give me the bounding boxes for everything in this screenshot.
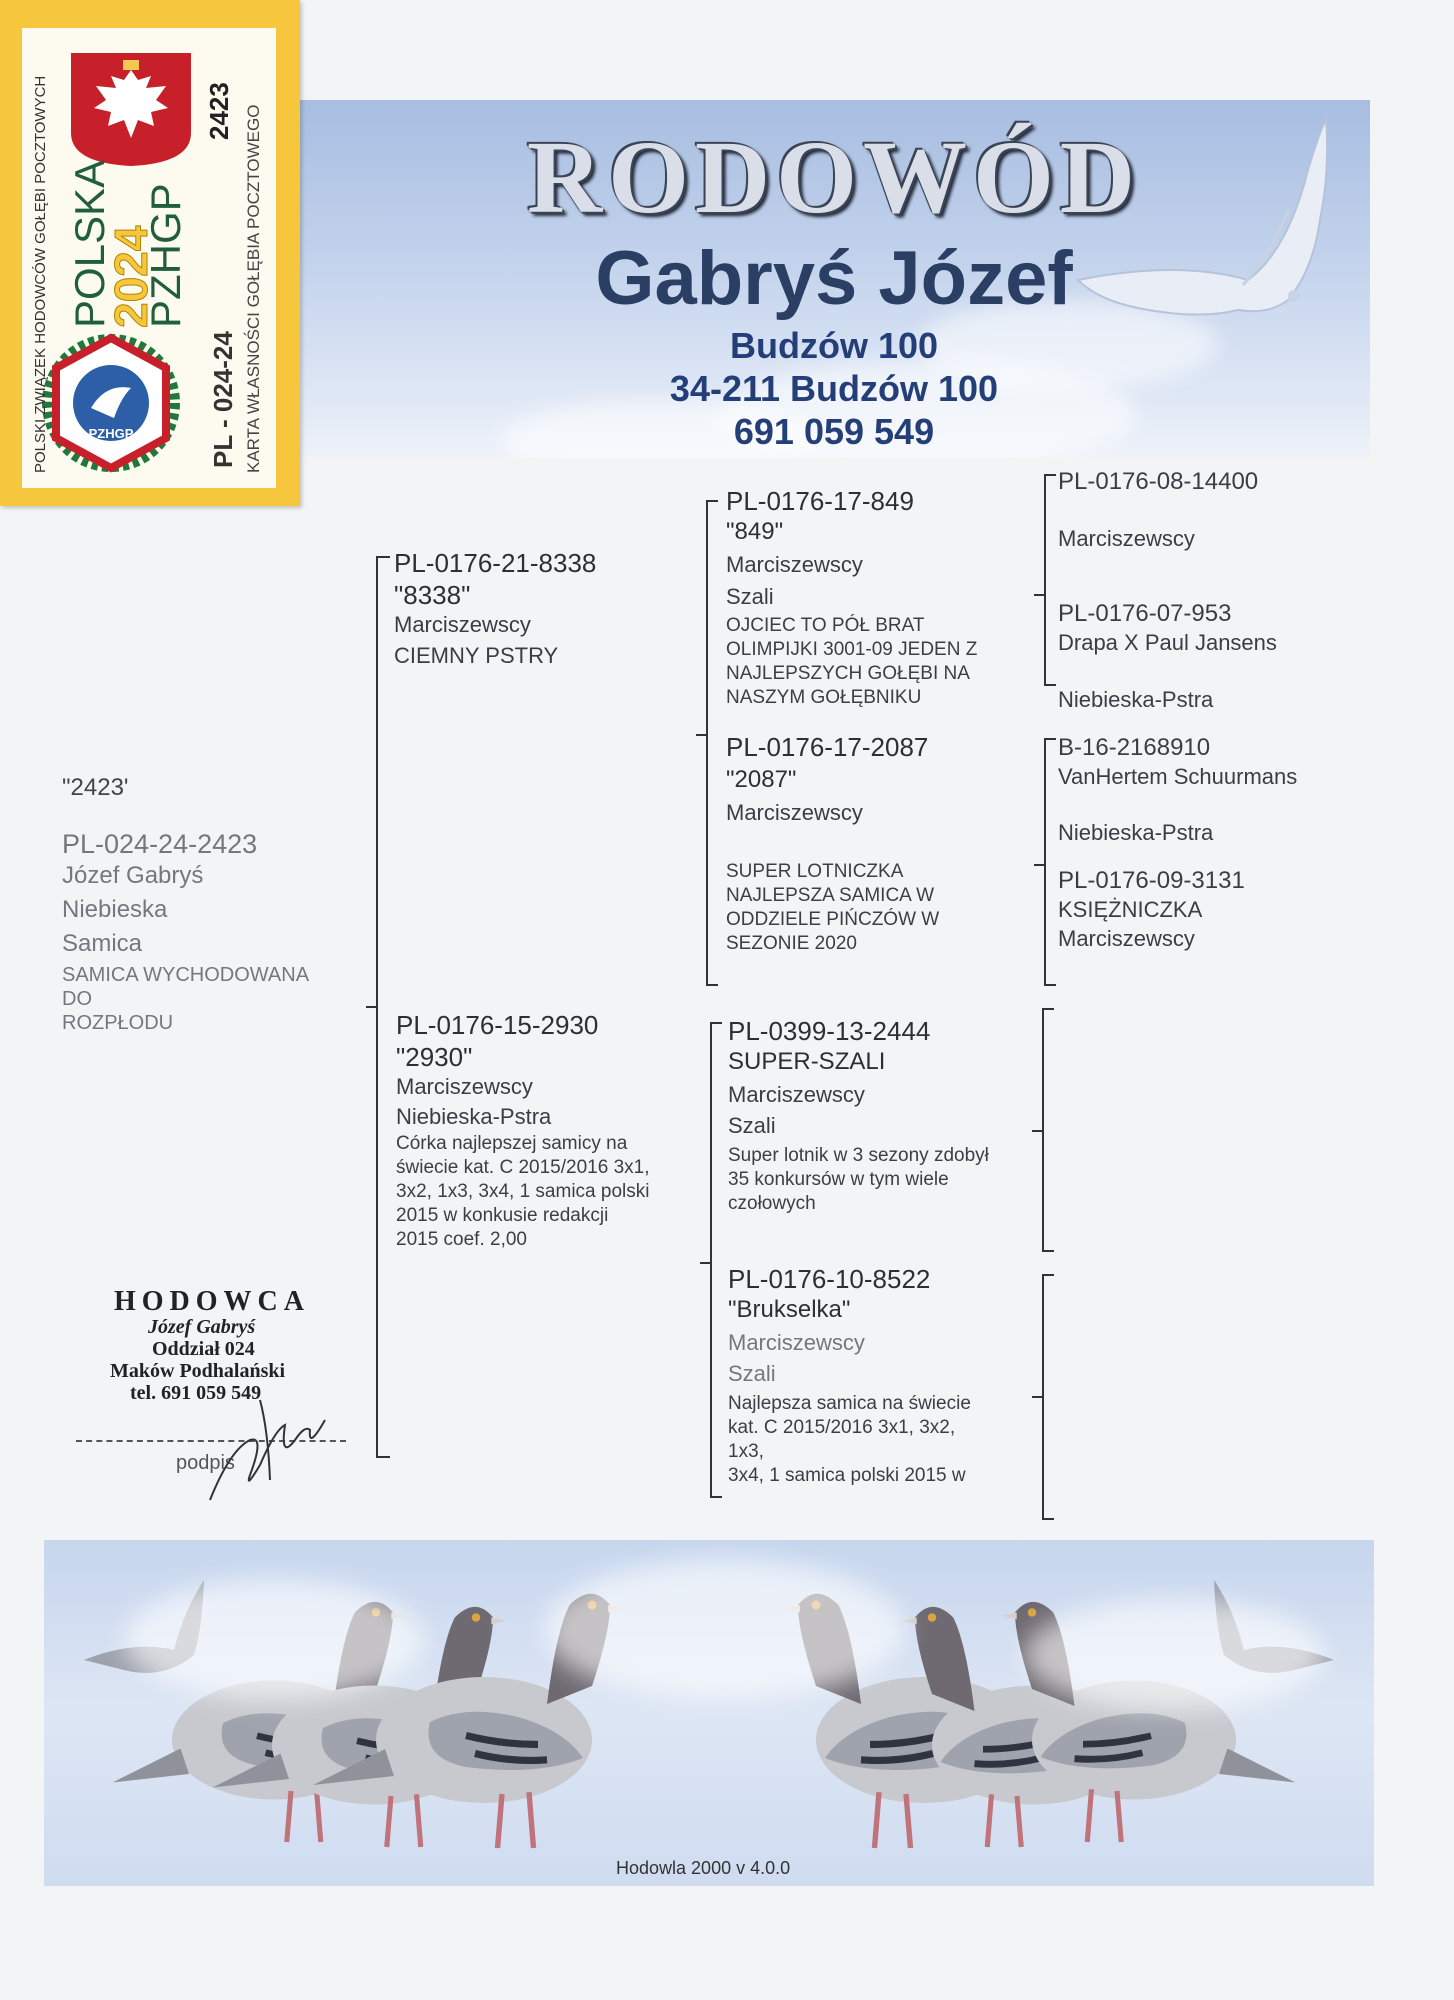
sticker-abbr: PZHGP	[142, 183, 189, 328]
dam-name: "2930"	[396, 1042, 473, 1072]
dam-ring: PL-0176-15-2930	[396, 1010, 599, 1040]
subject-note-1: SAMICA WYCHODOWANA	[62, 964, 310, 986]
signature-label: podpis	[176, 1452, 235, 1474]
subject-sex: Samica	[62, 930, 143, 957]
dam-owner: Marciszewscy	[396, 1074, 533, 1099]
gd1-ring: PL-0176-17-2087	[726, 732, 929, 762]
bracket-gen3-d	[1042, 1274, 1044, 1520]
gd2-note-1: Najlepsza samica na świecie	[728, 1393, 971, 1414]
gs1-note-3: NAJLEPSZYCH GOŁĘBI NA	[726, 663, 970, 684]
stamp-branch: Oddział 024	[152, 1338, 255, 1360]
logo-text: PZHGP	[88, 426, 134, 441]
ggp-a-ring: PL-0176-08-14400	[1058, 468, 1259, 495]
gs1-strain: Szali	[726, 584, 774, 609]
ggp-d-ring: PL-0176-09-3131	[1058, 867, 1245, 894]
dam-note-3: 3x2, 1x3, 3x4, 1 samica polski	[396, 1181, 650, 1202]
subject-color: Niebieska	[62, 896, 168, 923]
sticker-ring: PL - 024-24	[208, 331, 238, 468]
sire-ring: PL-0176-21-8338	[394, 548, 597, 578]
dam-note-1: Córka najlepszej samicy na	[396, 1133, 628, 1154]
gs2-note-3: czołowych	[728, 1193, 816, 1214]
gs2-note-1: Super lotnik w 3 sezony zdobył	[728, 1145, 989, 1166]
ggp-c-ring: B-16-2168910	[1058, 734, 1211, 761]
gd2-note-4: 3x4, 1 samica polski 2015 w	[728, 1465, 966, 1486]
ggp-b-ring: PL-0176-07-953	[1058, 600, 1232, 627]
gs1-owner: Marciszewscy	[726, 552, 863, 577]
ggp-b-owner: Drapa X Paul Jansens	[1058, 630, 1277, 655]
sticker-card-label: KARTA WŁASNOŚCI GOŁĘBIA POCZTOWEGO	[244, 104, 263, 473]
subject-owner: Józef Gabryś	[62, 862, 204, 889]
gs1-name: "849"	[726, 518, 784, 545]
gs2-note-2: 35 konkursów w tym wiele	[728, 1169, 949, 1190]
pzhgp-ownership-sticker	[0, 0, 300, 506]
bracket-gen3-a	[1044, 474, 1046, 686]
ggp-b-color: Niebieska-Pstra	[1058, 687, 1214, 712]
subject-ring: PL-024-24-2423	[62, 829, 258, 859]
sire-color: CIEMNY PSTRY	[394, 643, 559, 668]
sire-owner: Marciszewscy	[394, 612, 531, 637]
bracket-gen2-upper	[706, 500, 708, 986]
gd1-note-4: SEZONIE 2020	[726, 933, 857, 954]
subject-name: "2423'	[62, 774, 129, 801]
software-credit: Hodowla 2000 v 4.0.0	[616, 1858, 791, 1878]
gd1-owner: Marciszewscy	[726, 800, 863, 825]
stamp-name: Józef Gabryś	[148, 1316, 256, 1338]
stamp-phone: tel. 691 059 549	[130, 1382, 262, 1404]
gd2-note-2: kat. C 2015/2016 3x1, 3x2,	[728, 1417, 956, 1438]
gd2-note-3: 1x3,	[728, 1441, 764, 1462]
bracket-gen2-lower	[710, 1022, 712, 1498]
dam-color: Niebieska-Pstra	[396, 1104, 552, 1129]
gd2-ring: PL-0176-10-8522	[728, 1264, 931, 1294]
gs1-note-2: OLIMPIJKI 3001-09 JEDEN Z	[726, 639, 978, 660]
gd1-note-3: ODDZIELE PIŃCZÓW W	[726, 909, 940, 930]
pigeons-illustration	[44, 1540, 1374, 1886]
gs2-ring: PL-0399-13-2444	[728, 1016, 931, 1046]
address-line-2: 34-211 Budzów 100	[669, 368, 999, 409]
sticker-year: 2024	[105, 225, 157, 328]
sticker-number: 2423	[204, 82, 234, 140]
gd2-strain: Szali	[728, 1361, 776, 1386]
gs1-note-4: NASZYM GOŁĘBNIKU	[726, 687, 922, 708]
gs1-ring: PL-0176-17-849	[726, 486, 914, 516]
sire-name: "8338"	[394, 580, 471, 610]
gd2-name: "Brukselka"	[728, 1296, 851, 1323]
gd1-note-1: SUPER LOTNICZKA	[726, 861, 904, 882]
stamp-town: Maków Podhalański	[110, 1360, 286, 1382]
gs2-name: SUPER-SZALI	[728, 1048, 886, 1075]
pzhgp-logo-icon	[36, 328, 186, 478]
ggp-d-owner: Marciszewscy	[1058, 926, 1195, 951]
gd2-owner: Marciszewscy	[728, 1330, 865, 1355]
dam-note-4: 2015 w konkusie redakcji	[396, 1205, 609, 1226]
gd1-name: "2087"	[726, 766, 797, 793]
dam-note-2: świecie kat. C 2015/2016 3x1,	[396, 1157, 650, 1178]
gs2-owner: Marciszewscy	[728, 1082, 865, 1107]
phone-number: 691 059 549	[733, 411, 935, 452]
ggp-c-owner: VanHertem Schuurmans	[1058, 764, 1298, 789]
address-line-1: Budzów 100	[729, 325, 939, 366]
stamp-title: HODOWCA	[114, 1286, 310, 1317]
polish-eagle-emblem-icon	[66, 48, 196, 168]
pedigree-title: RODOWÓD	[527, 120, 1141, 235]
owner-name: Gabryś Józef	[595, 236, 1073, 321]
subject-note-2: DO	[62, 988, 92, 1010]
gs2-strain: Szali	[728, 1113, 776, 1138]
dam-note-5: 2015 coef. 2,00	[396, 1229, 527, 1250]
subject-note-3: ROZPŁODU	[62, 1012, 174, 1034]
bracket-gen3-b	[1044, 738, 1046, 986]
sticker-org-name: POLSKI ZWIĄZEK HODOWCÓW GOŁĘBI POCZTOWYCH	[32, 75, 49, 473]
bracket-gen1	[376, 556, 378, 1458]
bracket-gen3-c	[1042, 1008, 1044, 1252]
gs1-note-1: OJCIEC TO PÓŁ BRAT	[726, 615, 925, 636]
handwritten-signature	[190, 1380, 340, 1510]
ggp-d-name: KSIĘŻNICZKA	[1058, 897, 1203, 922]
sticker-country: POLSKA	[66, 159, 113, 328]
ggp-a-owner: Marciszewscy	[1058, 526, 1195, 551]
ggp-c-color: Niebieska-Pstra	[1058, 820, 1214, 845]
header-banner	[298, 100, 1370, 458]
gd1-note-2: NAJLEPSZA SAMICA W	[726, 885, 934, 906]
